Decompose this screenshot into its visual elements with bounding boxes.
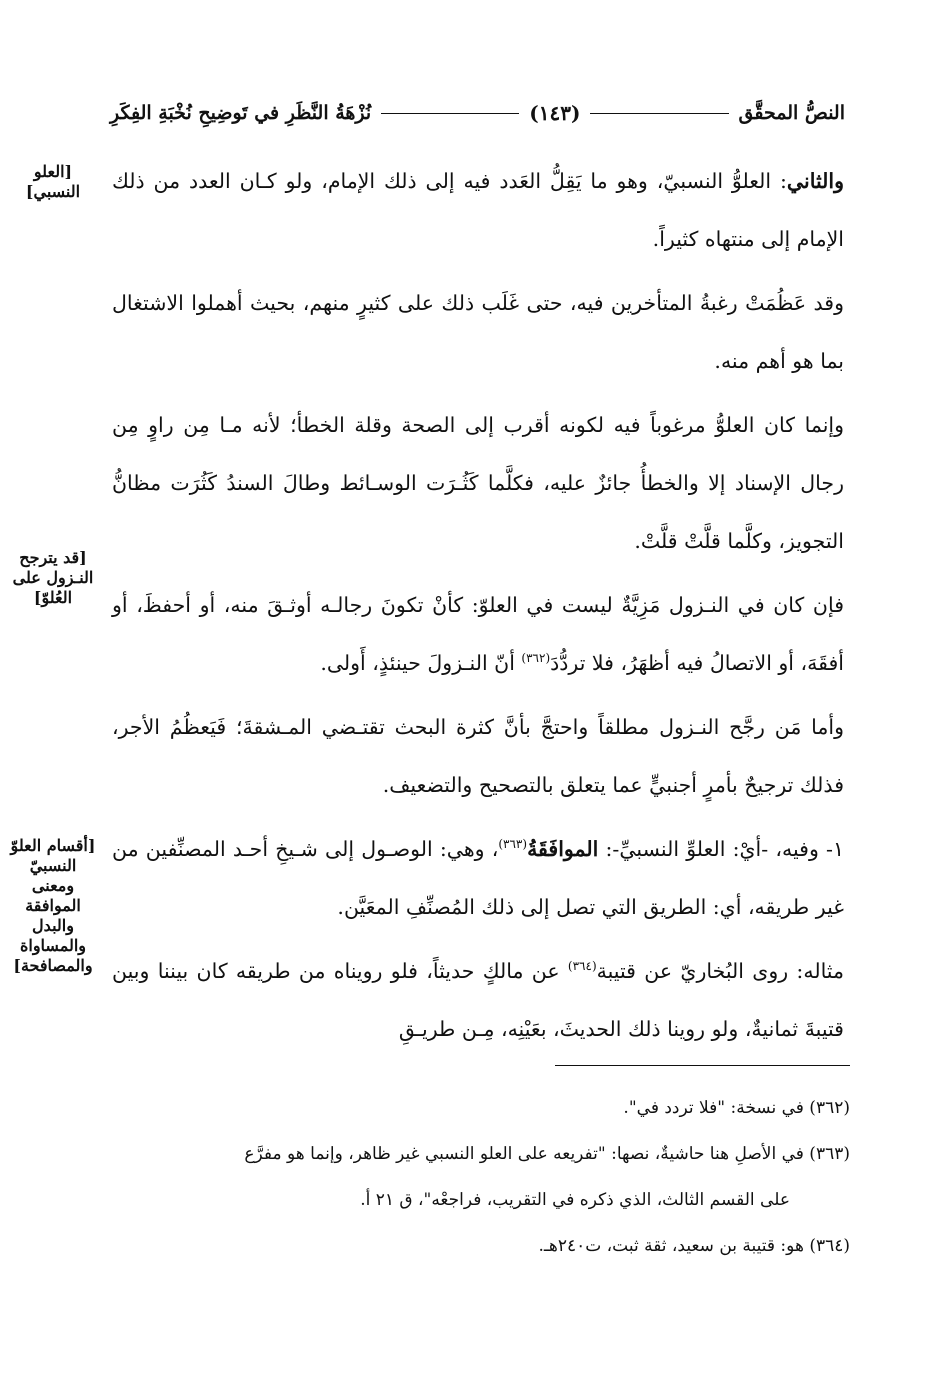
main-text [112,152,844,1064]
paragraph-1 [112,152,844,268]
paragraph-2: وقد عَظُمَتْ رغبةُ المتأخرين فيه، حتى غَلَب ذلك على كثيرٍ منهم، بحيث أهملوا الاشتغال بما هو أهم منه. [112,291,844,373]
header-rule-right [590,113,728,114]
footnote-ref-364[interactable]: (٣٦٤) [567,959,597,974]
paragraph-6-text-b: ، وهي: الوصـول إلى شـيخِ أحـد المصنِّفين من غير طريقه، أي: الطريق التي تصل إلى ذلك المُصنِّفِ المعَيَّن. [112,837,844,919]
paragraph-4 [112,576,844,692]
footnote-ref-362[interactable]: (٣٦٢) [521,651,551,666]
side-note-2: [قد يترجح النـزول على العُلوّ] [12,548,94,607]
paragraph-7-text-b: عن مالكٍ حديثاً، فلو رويناه من طريقه كان بيننا وبين قتيبةَ ثمانيةٌ، ولو روينا ذلك الحديثَ، بعَيْنِه، مِـن طريـقِ [112,959,844,1041]
footnote-362: (٣٦٢) في نسخة: "فلا تردد في". [623,1098,850,1118]
footnote-363-continued: على القسم الثالث، الذي ذكره في التقريب، فراجعْه"، ق ٢١ أ. [360,1190,790,1210]
paragraph-5: وأما مَن رجَّح النـزول مطلقاً واحتجَّ بأنَّ كثرة البحث تقتـضي المـشقةَ؛ فَيَعظُمُ الأجر، فذلك ترجيحٌ بأمرٍ أجنبيٍّ عما يتعلق بالتصحيح والتضعيف. [112,715,844,797]
paragraph-4-text-b: أنّ النـزولَ حينئذٍ، أَولى. [320,651,522,675]
header-section-title: النصُّ المحقَّق [738,102,845,124]
footnotes [150,1085,850,1269]
footnote-ref-363[interactable]: (٣٦٣) [498,837,528,852]
header-book-title: نُزْهَةُ النَّظَرِ في تَوضِيحِ نُخْبَةِ الفِكَرِ [109,102,372,124]
footnote-363: (٣٦٣) في الأصلِ هنا حاشيةٌ، نصها: "تفريعه على العلو النسبي غير ظاهر، وإنما هو مفرَّع [244,1144,850,1164]
page-number: (١٤٣) [529,101,581,125]
side-note-3: [أقسام العلوّ النسبيّ ومعنى الموافقة والبدل والمساواة والمصافحة] [10,836,96,975]
paragraph-3: وإنما كان العلوُّ مرغوباً فيه لكونه أقرب إلى الصحة وقلة الخطأ؛ لأنه مـا مِن راوٍ مِن رجال الإسناد إلا والخطأُ جائزٌ عليه، فكلَّما كَثُـرَت الوسـائط وطالَ السندُ كَثُرَت مظانُّ التجويز، وكلَّما قلَّتْ قلَّتْ. [112,413,844,553]
side-note-1: [العلو النسبي] [25,162,81,201]
footnote-divider [555,1065,850,1066]
paragraph-7 [112,942,844,1058]
paragraph-1-lead: والثاني [786,169,844,193]
paragraph-6-text-a: ١- وفيه، -أيْ: العلوِّ النسبيِّ-: [598,837,844,861]
paragraph-6 [112,820,844,936]
paragraph-4-text-a: فإن كان في النـزول مَزِيَّةٌ ليست في العلوّ: كأنْ تكونَ رجالـه أوثـقَ منه، أو أحفظَ، أو أفقَهَ، أو الاتصالُ فيه أظهَرُ، فلا تردُّدَ [112,593,845,675]
running-header [110,96,845,130]
paragraph-1-text: : العلوُّ النسبيّ، وهو ما يَقِلُّ العَدد فيه إلى ذلك الإمام، ولو كـان العدد من ذلك الإمام إلى منتهاه كثيراً. [112,169,844,251]
paragraph-6-lead: الموافَقَةُ [527,837,599,861]
footnote-364: (٣٦٤) هو: قتيبة بن سعيد، ثقة ثبت، ت٢٤٠هـ. [538,1236,850,1256]
header-rule-left [381,113,519,114]
paragraph-7-text-a: مثاله: روى البُخاريّ عن قتيبة [596,959,844,983]
